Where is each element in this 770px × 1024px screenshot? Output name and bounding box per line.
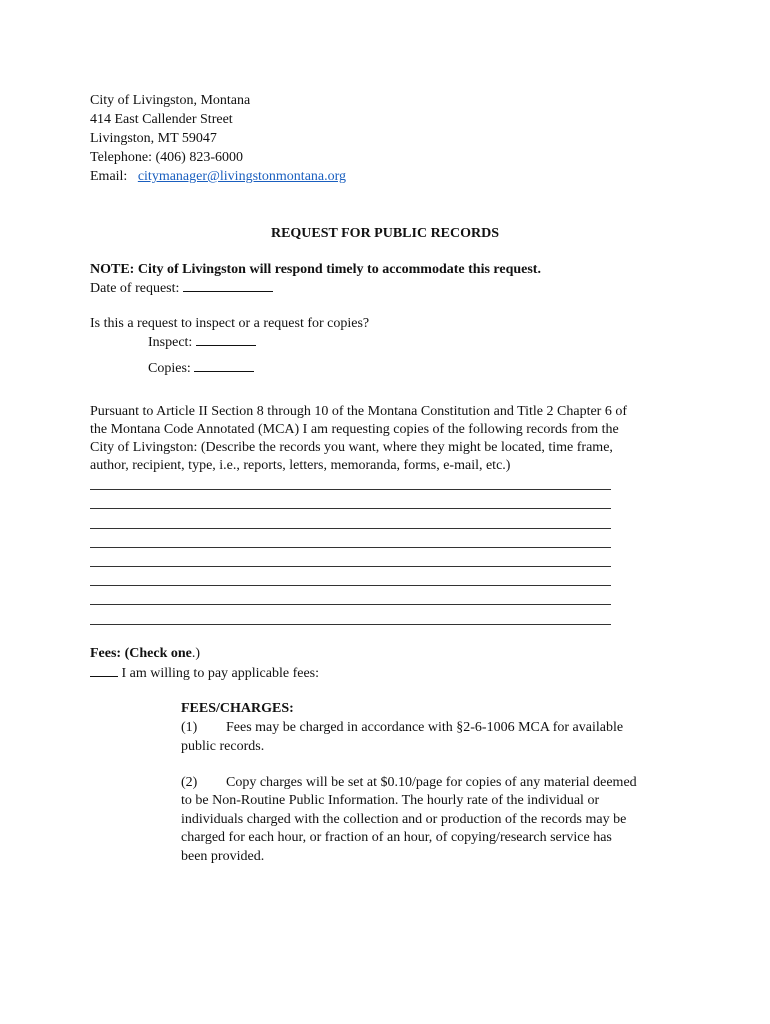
records-description-line[interactable]: [90, 489, 611, 490]
paragraph-line: Pursuant to Article II Section 8 through 10 of the Montana Constitution and Title 2 Chapter 6 of: [90, 404, 628, 419]
date-label: Date of request:: [90, 281, 180, 296]
paragraph-line: the Montana Code Annotated (MCA) I am requesting copies of the following records from the: [90, 422, 619, 437]
date-of-request: [90, 279, 273, 298]
fee-item-2-cont: been provided.: [181, 849, 265, 864]
fees-heading-tail: .): [191, 646, 201, 661]
inspect-label: Inspect:: [148, 335, 193, 350]
request-type-question: Is this a request to inspect or a request for copies?: [90, 316, 370, 331]
item-number: (2): [181, 775, 198, 790]
item-text: Fees may be charged in accordance with §2-6-1006 MCA for available: [226, 720, 624, 735]
records-description-line[interactable]: [90, 604, 611, 605]
copies-field[interactable]: [194, 359, 254, 372]
fee-item-1-cont: public records.: [181, 739, 265, 754]
fees-option-row: [90, 664, 319, 683]
records-description-line[interactable]: [90, 547, 611, 548]
paragraph-line: author, recipient, type, i.e., reports, letters, memoranda, forms, e-mail, etc.): [90, 458, 511, 473]
street-address: 414 East Callender Street: [90, 112, 233, 127]
fee-item-1: [181, 719, 623, 737]
email-link[interactable]: citymanager@livingstonmontana.org: [137, 169, 347, 184]
date-field[interactable]: [183, 279, 273, 292]
paragraph-line: City of Livingston: (Describe the records you want, where they might be located, time frame,: [90, 440, 613, 455]
fee-item-2-cont: individuals charged with the collection and or production of the records may be: [181, 812, 627, 827]
fee-item-2: [181, 774, 637, 792]
telephone: Telephone: (406) 823-6000: [90, 150, 243, 165]
fee-item-2-cont: charged for each hour, or fraction of an hour, of copying/research service has: [181, 830, 612, 845]
records-description-line[interactable]: [90, 528, 611, 529]
inspect-row: [148, 333, 256, 352]
records-description-line[interactable]: [90, 585, 611, 586]
note: NOTE: City of Livingston will respond timely to accommodate this request.: [90, 262, 541, 277]
city-state-zip: Livingston, MT 59047: [90, 131, 217, 146]
item-number: (1): [181, 720, 198, 735]
form-title: REQUEST FOR PUBLIC RECORDS: [270, 226, 500, 241]
item-text: Copy charges will be set at $0.10/page for copies of any material deemed: [226, 775, 637, 790]
fees-heading-bold: Fees: (Check one: [90, 646, 192, 661]
org-name: City of Livingston, Montana: [90, 93, 251, 108]
records-description-line[interactable]: [90, 508, 611, 509]
fees-checkbox-blank[interactable]: [90, 664, 118, 677]
fees-charges-heading: FEES/CHARGES:: [181, 701, 294, 716]
copies-row: [148, 359, 254, 378]
email-label: Email:: [90, 169, 128, 184]
fees-heading: [90, 645, 200, 663]
copies-label: Copies:: [148, 361, 191, 376]
inspect-field[interactable]: [196, 333, 256, 346]
email-line: [90, 168, 346, 186]
records-description-line[interactable]: [90, 624, 611, 625]
fees-option-label: I am willing to pay applicable fees:: [121, 666, 319, 681]
fee-item-2-cont: to be Non-Routine Public Information. The hourly rate of the individual or: [181, 793, 600, 808]
records-description-line[interactable]: [90, 566, 611, 567]
